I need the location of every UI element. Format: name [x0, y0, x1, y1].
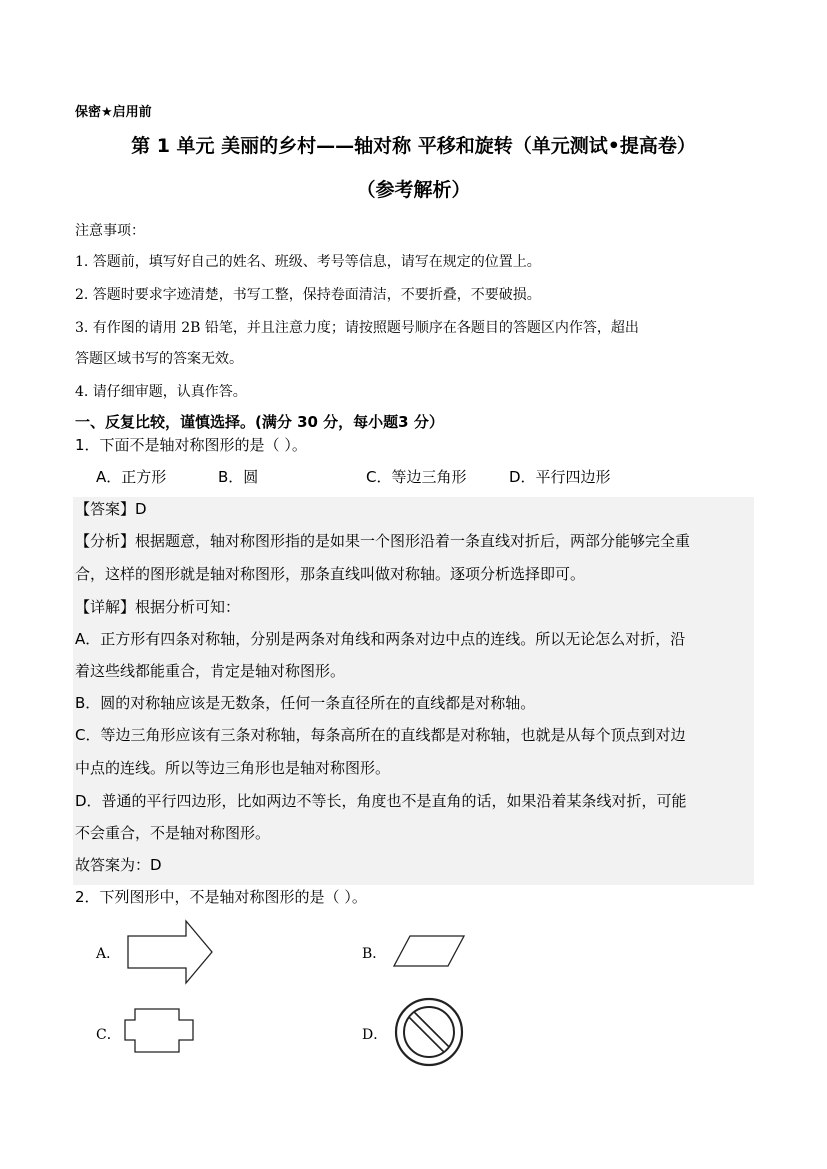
note-item: 3. 有作图的请用 2B 铅笔，并且注意力度；请按照题号顺序在各题目的答题区内作答，超出: [75, 320, 639, 336]
note-item: 答题区域书写的答案无效。: [75, 351, 243, 367]
confidential-mark: 保密★启用前: [75, 105, 152, 120]
detail-line: 中点的连线。所以等边三角形也是轴对称图形。: [75, 759, 391, 777]
cross-rectangle-icon: [122, 1006, 196, 1056]
q1-option-b: B．圆: [218, 468, 259, 486]
notes-heading: 注意事项：: [75, 223, 145, 239]
section-heading: 一、反复比较，谨慎选择。(满分 30 分，每小题3 分）: [75, 413, 444, 431]
page-title: 第 1 单元 美丽的乡村——轴对称 平移和旋转（单元测试•提高卷）: [131, 135, 696, 157]
detail-line: D．普通的平行四边形，比如两边不等长，角度也不是直角的话，如果沿着某条线对折，可能: [75, 792, 687, 810]
detail-line: C．等边三角形应该有三条对称轴，每条高所在的直线都是对称轴，也就是从每个顶点到对边: [75, 726, 686, 744]
analysis-line: 合，这样的图形就是轴对称图形，那条直线叫做对称轴。逐项分析选择即可。: [75, 565, 586, 583]
prohibition-sign-icon: [392, 996, 466, 1068]
parallelogram-icon: [392, 933, 468, 969]
q1-option-a: A．正方形: [96, 468, 167, 486]
answer-line: 【答案】D: [75, 500, 147, 518]
note-item: 2. 答题时要求字迹清楚，书写工整，保持卷面清洁，不要折叠，不要破损。: [75, 287, 541, 303]
q2-option-d-label: D．: [362, 1027, 388, 1043]
question-2-stem: 2．下列图形中，不是轴对称图形的是（ ）。: [75, 888, 367, 906]
detail-line: A．正方形有四条对称轴，分别是两条对角线和两条对边中点的连线。所以无论怎么对折，沿: [75, 630, 686, 648]
note-item: 1. 答题前，填写好自己的姓名、班级、考号等信息，请写在规定的位置上。: [75, 254, 541, 270]
question-1-stem: 1．下面不是轴对称图形的是（ ）。: [75, 436, 307, 454]
final-answer-line: 故答案为：D: [75, 856, 162, 874]
q1-option-c: C．等边三角形: [366, 468, 467, 486]
q1-option-d: D．平行四边形: [509, 468, 611, 486]
analysis-line: 【分析】根据题意，轴对称图形指的是如果一个图形沿着一条直线对折后，两部分能够完全重: [75, 532, 691, 550]
q2-option-b-label: B．: [362, 946, 387, 962]
note-item: 4. 请仔细审题，认真作答。: [75, 384, 247, 400]
detail-line: 【详解】根据分析可知：: [75, 598, 241, 616]
detail-line: 着这些线都能重合，肯定是轴对称图形。: [75, 662, 346, 680]
page-subtitle: （参考解析）: [356, 179, 471, 201]
q2-option-c-label: C．: [96, 1027, 121, 1043]
detail-line: 不会重合，不是轴对称图形。: [75, 824, 271, 842]
q2-option-a-label: A．: [96, 946, 121, 962]
detail-line: B．圆的对称轴应该是无数条，任何一条直径所在的直线都是对称轴。: [75, 694, 536, 712]
arrow-shape-icon: [124, 918, 218, 986]
